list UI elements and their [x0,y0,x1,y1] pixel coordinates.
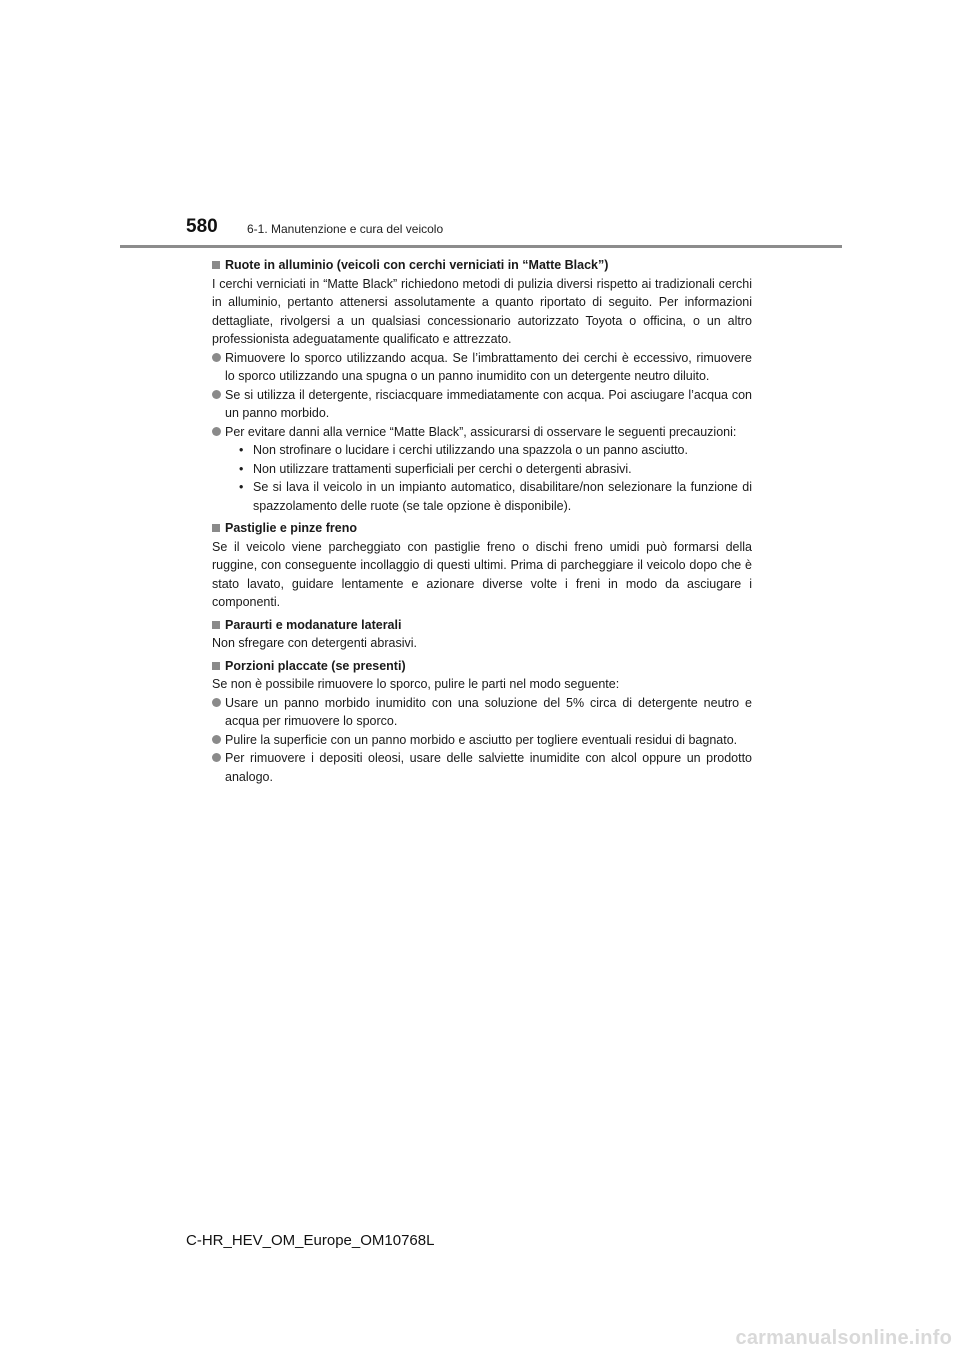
sub-list-item-text: Non strofinare o lucidare i cerchi utilizzando una spazzola o un panno asciutto. [253,443,688,457]
dot-marker-icon: • [239,461,244,476]
sub-list-item [239,441,752,460]
sub-list-item-text: Non utilizzare trattamenti superficiali per cerchi o detergenti abrasivi. [253,461,632,476]
section-heading: Paraurti e modanature laterali [225,617,402,632]
section-plated-parts [212,657,752,787]
list-item [212,349,752,386]
list-item-text: Per rimuovere i depositi oleosi, usare delle salviette inumidite con alcol oppure un prodotto analogo. [225,751,752,784]
section-paragraph: Se il veicolo viene parcheggiato con pastiglie freno o dischi freno umidi può formarsi della ruggine, con conseguente incollaggio di questi ultimi. Prima di parcheggiare il veicolo dopo che è stato lavato, guidare lentamente e azionare diverse volte i freni in modo da asciugare i componenti. [212,539,752,609]
section-heading: Ruote in alluminio (veicoli con cerchi verniciati in “Matte Black”) [225,258,609,272]
sub-list-item-text: Se si lava il veicolo in un impianto automatico, disabilitare/non selezionare la funzione di spazzolamento delle ruote (se tale opzione è disponibile). [253,480,752,513]
sub-list-item [239,478,752,515]
square-bullet-icon [212,261,220,269]
square-bullet-icon [212,621,220,629]
watermark[interactable]: carmanualsonline.info [735,1327,952,1349]
circle-bullet-icon [212,753,221,762]
page-number: 580 [186,216,218,237]
section-title: 6-1. Manutenzione e cura del veicolo [247,222,444,236]
list-item-text: Per evitare danni alla vernice “Matte Black”, assicurarsi di osservare le seguenti precauzioni: [225,424,737,439]
list-item [212,694,752,731]
header-rule [120,245,842,248]
dot-marker-icon: • [239,443,244,457]
circle-bullet-icon [212,735,221,744]
list-item [212,386,752,423]
section-paragraph: I cerchi verniciati in “Matte Black” richiedono metodi di pulizia diversi rispetto ai tradizionali cerchi in alluminio, pertanto attenersi assolutamente a quanto riportato di seguito. Per informazioni dettagliate, rivolgersi a un qualsiasi concessionario autorizzato Toyota o officina, o un altro professionista adeguatamente qualificato e attrezzato. [212,276,752,346]
list-item-text: Pulire la superficie con un panno morbido e asciutto per togliere eventuali residui di bagnato. [225,732,738,747]
dot-marker-icon: • [239,480,244,494]
circle-bullet-icon [212,698,221,707]
list-item [212,749,752,786]
section-paragraph: Se non è possibile rimuovere lo sporco, pulire le parti nel modo seguente: [212,677,620,691]
square-bullet-icon [212,524,220,532]
section-paragraph: Non sfregare con detergenti abrasivi. [212,636,417,650]
page-content [212,256,752,790]
circle-bullet-icon [212,353,221,362]
section-bumpers [212,616,752,653]
section-heading: Porzioni placcate (se presenti) [225,658,406,673]
list-item-text: Usare un panno morbido inumidito con una soluzione del 5% circa di detergente neutro e acqua per rimuovere lo sporco. [225,695,752,728]
section-alloy-wheels [212,256,752,515]
list-item-text: Se si utilizza il detergente, risciacquare immediatamente con acqua. Poi asciugare l’acqua con un panno morbido. [225,387,752,420]
sub-list-item [239,460,752,479]
circle-bullet-icon [212,427,221,436]
footer-doc-code: C-HR_HEV_OM_Europe_OM10768L [186,1232,435,1249]
square-bullet-icon [212,662,220,670]
section-heading: Pastiglie e pinze freno [225,521,357,535]
list-item-text: Rimuovere lo sporco utilizzando acqua. Se l’imbrattamento dei cerchi è eccessivo, rimuovere lo sporco utilizzando una spugna o un panno inumidito con un detergente neutro diluito. [225,350,752,383]
circle-bullet-icon [212,390,221,399]
section-brakes [212,519,752,612]
list-item [212,731,752,750]
list-item [212,423,752,442]
sub-list [239,441,752,515]
